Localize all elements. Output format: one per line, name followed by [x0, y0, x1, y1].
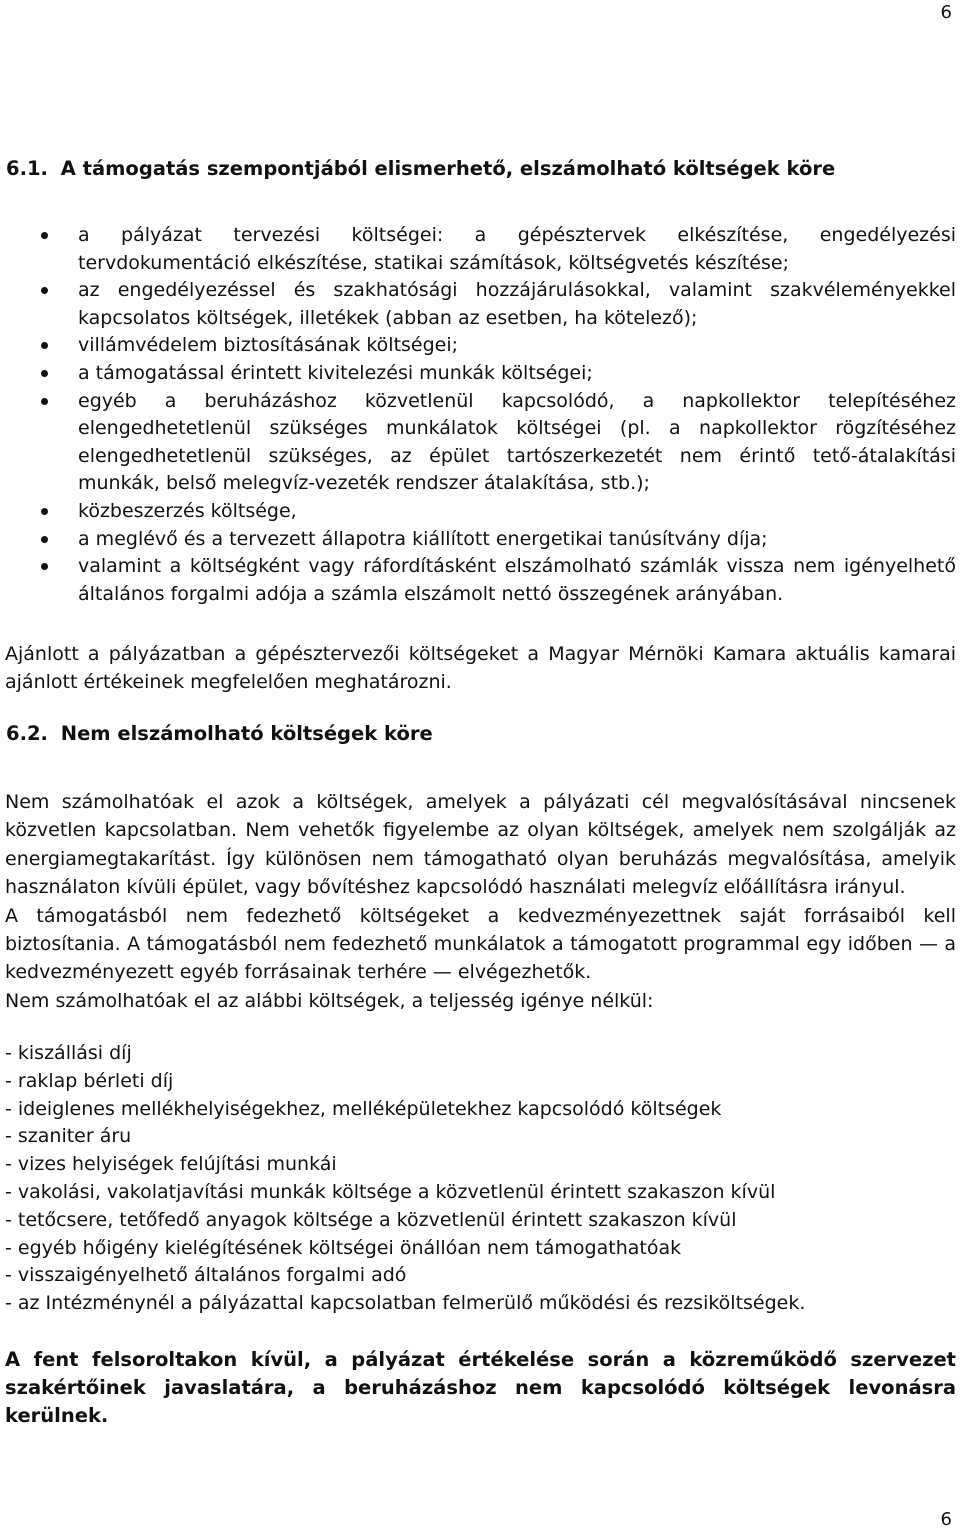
list-item — [0, 498, 956, 526]
list-item — [0, 553, 956, 608]
list-item — [0, 332, 956, 360]
list-item: - raklap bérleti díj — [5, 1069, 174, 1092]
list-item-text: az engedélyezéssel és szakhatósági hozzájárulásokkal, valamint szakvéleményekkel kapcsolatos költségek, illetékek (abban az esetben, ha kötelező); — [78, 279, 956, 329]
list-item: - ideiglenes mellékhelyiségekhez, melléképületekhez kapcsolódó költségek — [5, 1097, 722, 1120]
section-number: 6.1. — [6, 157, 48, 180]
excluded-costs-list — [5, 1040, 956, 1318]
list-item-text: közbeszerzés költsége, — [78, 499, 297, 522]
recommendation-paragraph: Ajánlott a pályázatban a gépésztervezői költségeket a Magyar Mérnöki Kamara aktuális kamarai ajánlott értékeinek megfelelően meghatározni. — [5, 643, 956, 694]
list-item: - szaniter áru — [5, 1125, 132, 1148]
bullet-icon — [41, 370, 48, 377]
list-item — [0, 360, 956, 388]
section-title: A támogatás szempontjából elismerhető, elszámolható költségek köre — [60, 157, 836, 180]
list-item: - vizes helyiségek felújítási munkái — [5, 1153, 337, 1176]
list-item-text: a pályázat tervezési költségei: a gépésztervek elkészítése, engedélyezési tervdokumentáció elkészítése, statikai számítások, költségvetés készítése; — [78, 224, 956, 274]
list-item — [0, 277, 956, 332]
paragraph: Nem számolhatóak el az alábbi költségek, a teljesség igénye nélkül: — [5, 989, 654, 1012]
bullet-icon — [41, 536, 48, 543]
list-item: - visszaigényelhető általános forgalmi adó — [5, 1264, 407, 1287]
list-item: - kiszállási díj — [5, 1042, 132, 1064]
section-title: Nem elszámolható költségek köre — [60, 722, 433, 745]
bullet-icon — [41, 398, 48, 405]
bullet-icon — [41, 508, 48, 515]
section-number: 6.2. — [6, 722, 48, 745]
list-item-text: egyéb a beruházáshoz közvetlenül kapcsolódó, a napkollektor telepítéséhez elengedhetetlenül szükséges munkálatok költségei (pl. a napkollektor rögzítéséhez elengedhetetlenül szükséges, az épület tartószerkezetét nem érintő tető-átalakítási munkák, belső melegvíz-vezeték rendszer átalakítása, stb.); — [78, 389, 956, 495]
section-heading-6-1 — [6, 155, 960, 183]
bullet-icon — [41, 232, 48, 239]
page-number-bottom: 6 — [940, 1509, 952, 1530]
page-number-top: 6 — [940, 2, 952, 23]
paragraph: Nem számolhatóak el azok a költségek, amelyek a pályázati cél megvalósításával nincsenek közvetlen kapcsolatban. Nem vehetők figyelembe az olyan költségek, amelyek nem szolgálják az energiamegtakarítást. Így különösen nem támogatható olyan beruházás megvalósítása, amelyik használaton kívüli épület, vagy bővítéshez kapcsolódó használati melegvíz előállításra irányul. — [5, 791, 956, 899]
list-item — [0, 526, 956, 554]
paragraph: A támogatásból nem fedezhető költségeket a kedvezményezettnek saját forrásaiból kell biztosítania. A támogatásból nem fedezhető munkálatok a támogatott programmal egy időben — a kedvezményezett egyéb forrásainak terhére — elvégezhetők. — [5, 904, 956, 984]
list-item-text: valamint a költségként vagy ráfordításként elszámolható számlák vissza nem igényelhető általános forgalmi adója a számla elszámolt nettó összegének arányában. — [78, 555, 956, 605]
list-item: - tetőcsere, tetőfedő anyagok költsége a közvetlenül érintett szakaszon kívül — [5, 1208, 737, 1231]
list-item-text: a támogatással érintett kivitelezési munkák költségei; — [78, 361, 593, 384]
non-eligible-text — [5, 788, 956, 1015]
list-item: - az Intézménynél a pályázattal kapcsolatban felmerülő működési és rezsiköltségek. — [5, 1292, 806, 1315]
section-heading-6-2 — [6, 720, 960, 748]
list-item-text: a meglévő és a tervezett állapotra kiállított energetikai tanúsítvány díja; — [78, 527, 768, 550]
final-note: A fent felsoroltakon kívül, a pályázat értékelése során a közreműködő szervezet szakértőinek javaslatára, a beruházáshoz nem kapcsolódó költségek levonásra kerülnek. — [5, 1348, 956, 1427]
list-item-text: villámvédelem biztosításának költségei; — [78, 334, 459, 357]
bullet-icon — [41, 563, 48, 570]
bullet-icon — [41, 287, 48, 294]
eligible-costs-list — [0, 222, 956, 608]
list-item: - egyéb hőigény kielégítésének költségei önállóan nem támogathatóak — [5, 1236, 682, 1259]
list-item: - vakolási, vakolatjavítási munkák költsége a közvetlenül érintett szakaszon kívül — [5, 1180, 776, 1203]
bullet-icon — [41, 342, 48, 349]
list-item — [0, 222, 956, 277]
list-item — [0, 388, 956, 498]
